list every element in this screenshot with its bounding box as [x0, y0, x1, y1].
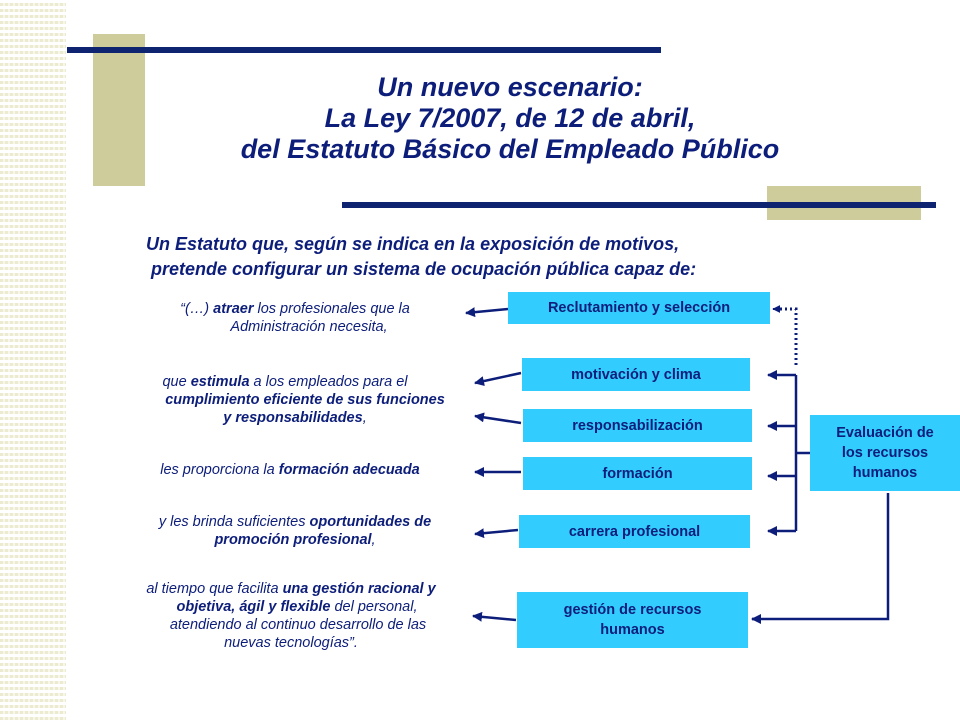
- quote-estimula-d: cumplimiento eficiente de sus funciones: [165, 392, 445, 408]
- quote-estimula-f: ,: [362, 410, 367, 426]
- box-motivacion-clima: motivación y clima: [522, 358, 750, 391]
- title-line-2: La Ley 7/2007, de 12 de abril,: [324, 103, 696, 133]
- box-evaluacion-line-2: los recursos: [841, 445, 929, 461]
- quote-gestion-a: al tiempo que facilita: [146, 581, 283, 597]
- box-carrera-profesional: carrera profesional: [519, 515, 750, 548]
- evaluacion-to-gestion-line: [752, 493, 888, 619]
- arrow-carrera: [475, 530, 518, 534]
- quote-atraer-a: “(…): [180, 301, 214, 317]
- quote-gestion-c: objetiva, ágil y flexible: [176, 599, 331, 615]
- quote-gestion-d: del personal,: [330, 599, 418, 615]
- subtitle-line-1: Un Estatuto que, según se indica en la exposición de motivos,: [146, 234, 680, 254]
- box-gestion-recursos-humanos: [517, 592, 748, 648]
- quote-oportunidades-c: promoción profesional: [214, 532, 372, 548]
- quote-atraer-d: Administración necesita,: [230, 319, 388, 335]
- arrow-gestion: [473, 616, 516, 620]
- box-reclutamiento-seleccion: Reclutamiento y selección: [508, 292, 770, 324]
- box-gestion-line-1: gestión de recursos: [563, 602, 702, 618]
- quote-atraer-b: atraer: [213, 301, 254, 317]
- box-evaluacion-line-1: Evaluación de: [836, 425, 934, 441]
- quote-oportunidades-a: y les brinda suficientes: [158, 514, 310, 530]
- arrow-reclutamiento: [466, 309, 508, 313]
- quote-formacion-a: les proporciona la: [160, 462, 279, 478]
- quote-estimula-b: estimula: [190, 374, 250, 390]
- title-line-3: del Estatuto Básico del Empleado Público: [240, 134, 780, 164]
- quote-gestion-f: nuevas tecnologías”.: [224, 635, 358, 651]
- quote-oportunidades-d: ,: [371, 532, 376, 548]
- box-gestion-line-2: humanos: [600, 622, 665, 638]
- quote-gestion-e: atendiendo al continuo desarrollo de las: [169, 617, 427, 633]
- quote-atraer-c: los profesionales que la: [253, 301, 410, 317]
- subtitle-line-2: pretende configurar un sistema de ocupación pública capaz de:: [151, 259, 697, 279]
- quote-estimula-e: y responsabilidades: [223, 410, 363, 426]
- quote-estimula-a: que: [162, 374, 191, 390]
- dotted-link-reclutamiento: [780, 309, 796, 365]
- title-line-1: Un nuevo escenario:: [377, 72, 643, 102]
- arrow-motivacion: [475, 373, 521, 383]
- quote-estimula-c: a los empleados para el: [249, 374, 408, 390]
- quote-gestion-b: una gestión racional y: [282, 581, 436, 597]
- quote-oportunidades-b: oportunidades de: [309, 514, 432, 530]
- quote-formacion-b: formación adecuada: [278, 462, 420, 478]
- box-formacion: formación: [523, 457, 752, 490]
- arrow-responsabilizacion: [475, 416, 521, 423]
- box-evaluacion-line-3: humanos: [852, 465, 918, 481]
- box-responsabilizacion: responsabilización: [523, 409, 752, 442]
- box-evaluacion-recursos-humanos: [810, 415, 960, 491]
